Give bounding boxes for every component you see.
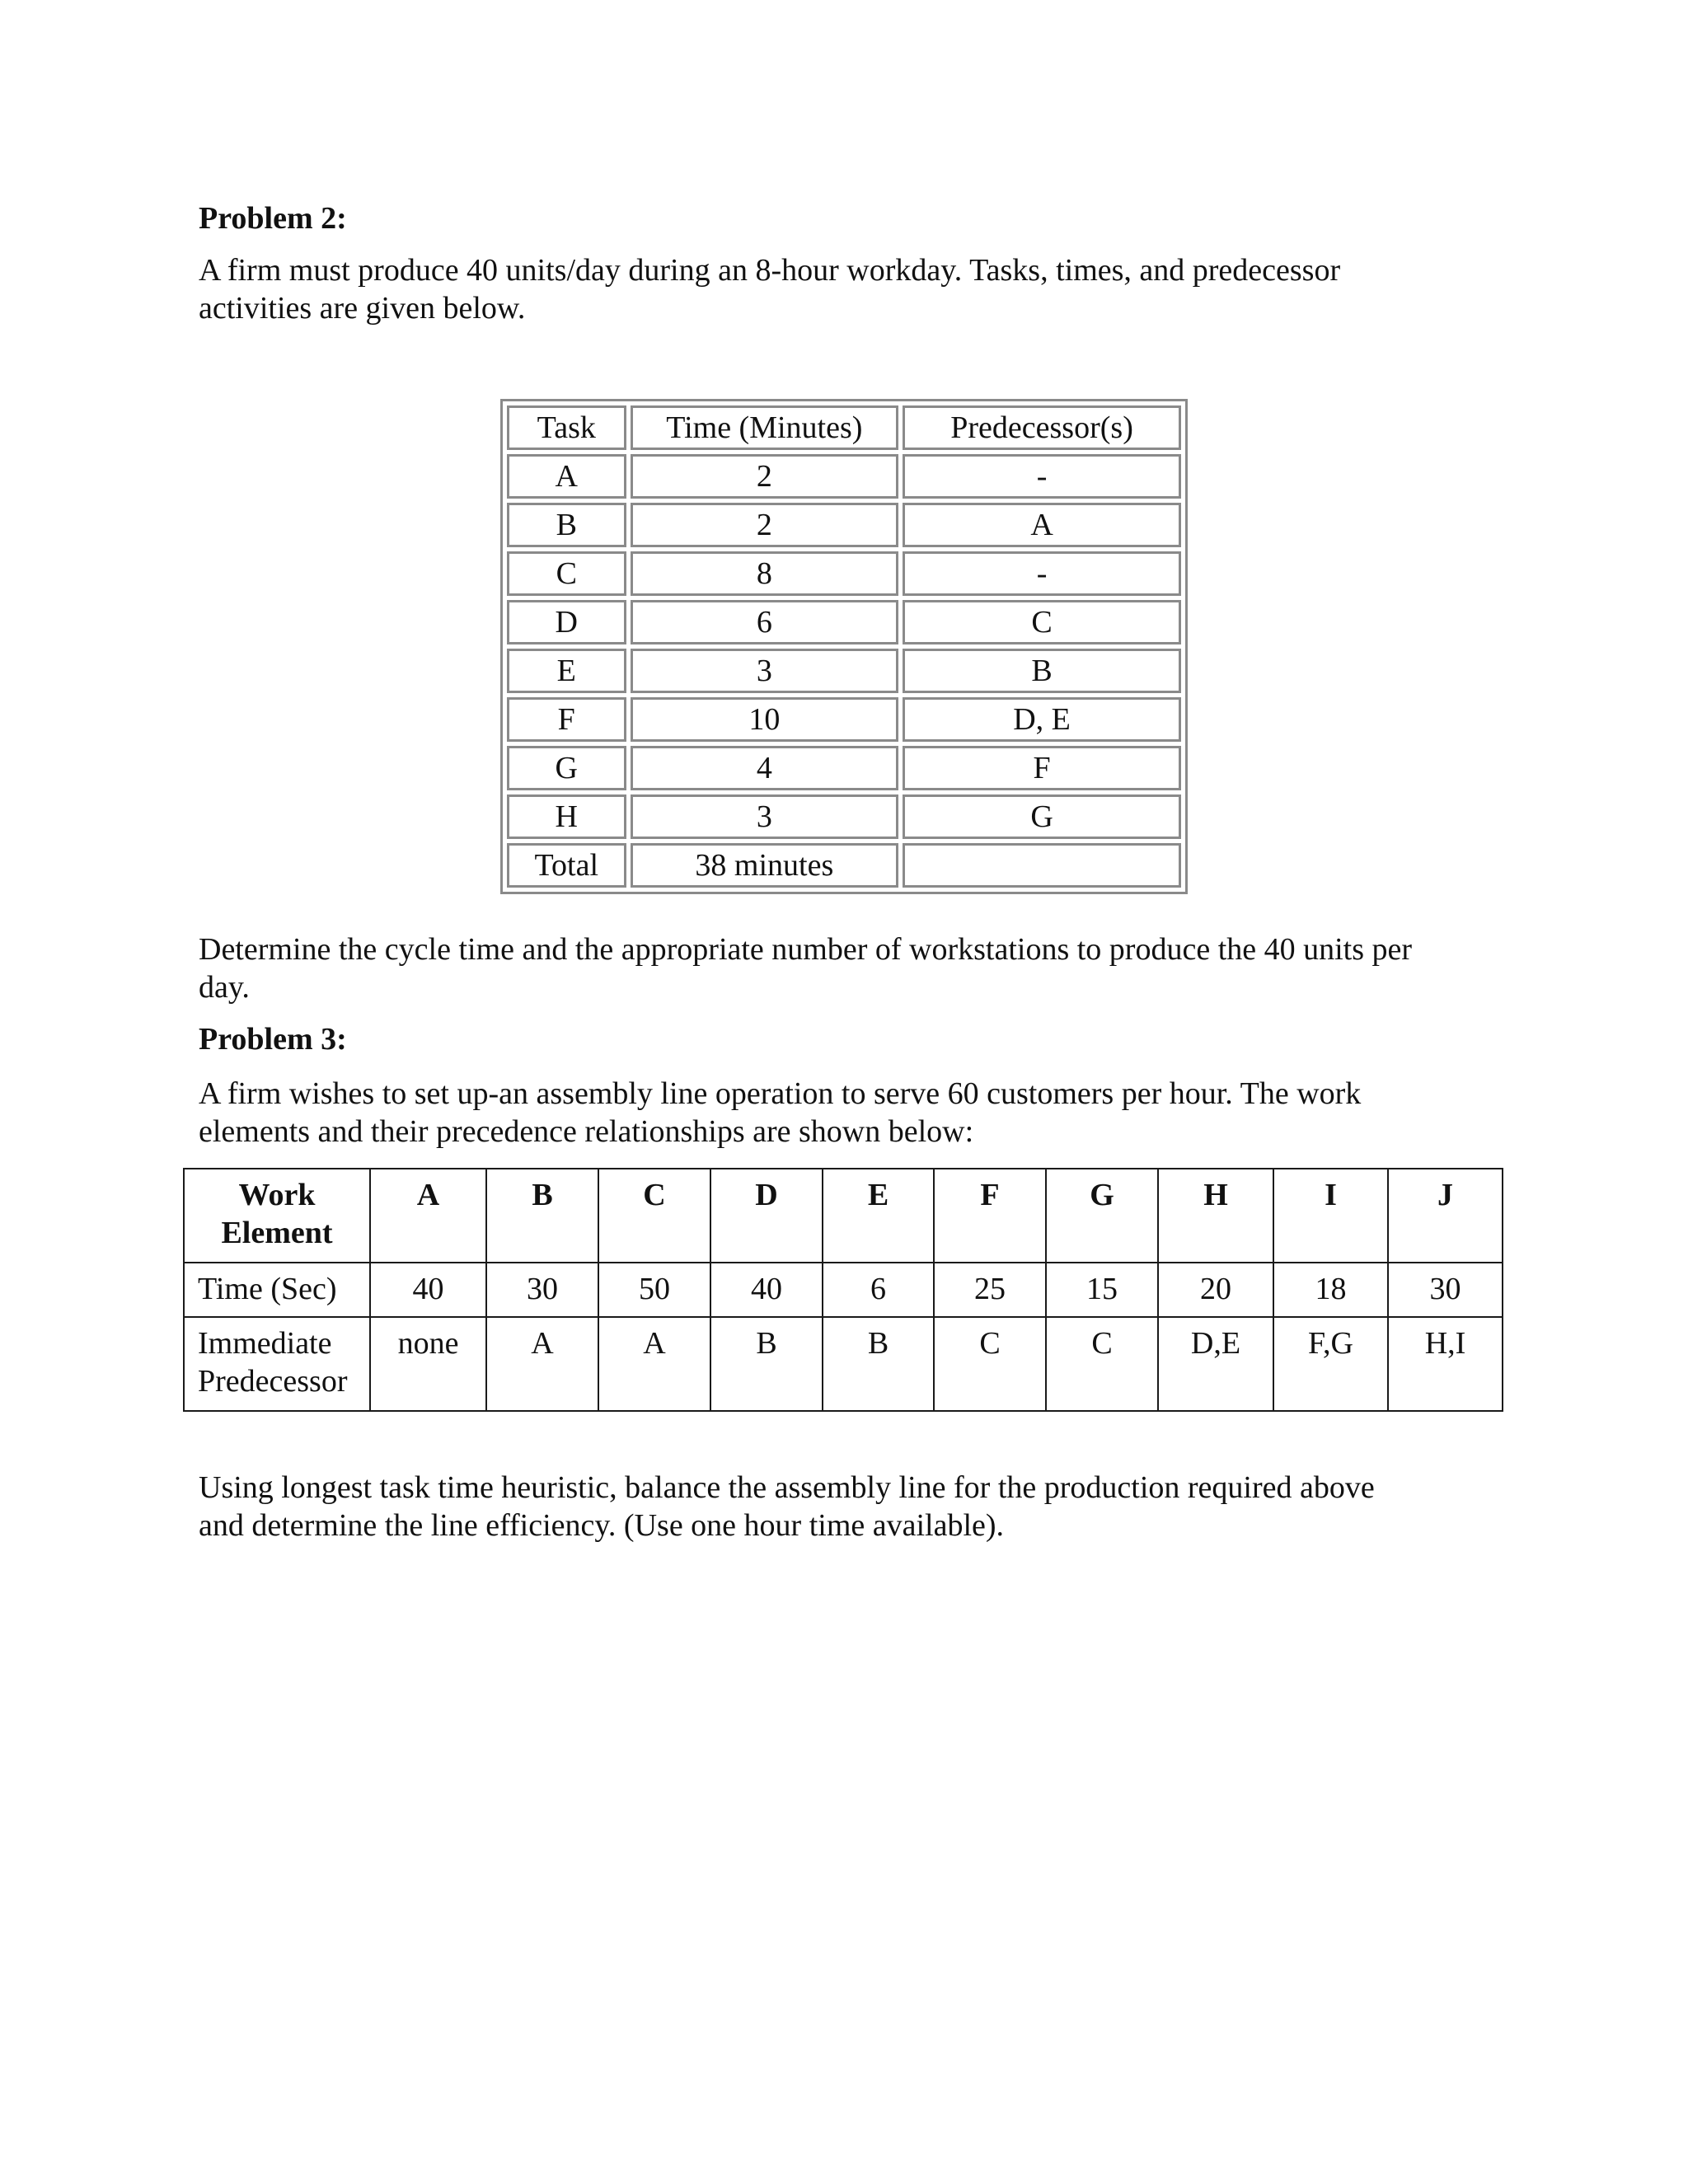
element-header: F (934, 1169, 1046, 1263)
time-value: 50 (598, 1263, 710, 1317)
predecessor-cell: - (903, 454, 1181, 499)
time-cell: 2 (631, 454, 899, 499)
task-cell: A (507, 454, 626, 499)
predecessor-value: A (598, 1317, 710, 1411)
time-value: 25 (934, 1263, 1046, 1317)
task-table-row (507, 454, 1181, 499)
time-cell: 2 (631, 503, 899, 547)
time-value: 40 (710, 1263, 823, 1317)
element-header: G (1046, 1169, 1158, 1263)
element-header: J (1388, 1169, 1503, 1263)
predecessor-cell: D, E (903, 697, 1181, 742)
total-predecessor-cell (903, 843, 1181, 888)
task-table (500, 399, 1188, 894)
predecessor-cell: A (903, 503, 1181, 547)
problem3-intro (199, 1075, 1550, 1151)
problem2-question-line2: day. (199, 970, 250, 1005)
work-element-label-line2: Element (221, 1216, 333, 1250)
problem2-question-line1: Determine the cycle time and the appropriate number of workstations to produce the 40 units per (199, 932, 1413, 967)
predecessor-row (184, 1317, 1503, 1411)
predecessor-value: D,E (1158, 1317, 1273, 1411)
problem3-intro-line1: A firm wishes to set up-an assembly line operation to serve 60 customers per hour. The work (199, 1076, 1362, 1111)
time-value: 18 (1273, 1263, 1388, 1317)
element-header: I (1273, 1169, 1388, 1263)
predecessor-cell: C (903, 600, 1181, 644)
predecessor-value: B (823, 1317, 934, 1411)
time-cell: 4 (631, 746, 899, 790)
problem2-intro-line2: activities are given below. (199, 291, 526, 326)
task-table-header: Time (Minutes) (631, 405, 899, 450)
task-table-header: Predecessor(s) (903, 405, 1181, 450)
predecessor-label (184, 1317, 370, 1411)
predecessor-value: C (1046, 1317, 1158, 1411)
predecessor-cell: - (903, 551, 1181, 596)
problem2-heading: Problem 2: (199, 201, 347, 236)
task-table-row (507, 697, 1181, 742)
element-header: H (1158, 1169, 1273, 1263)
predecessor-label-line2: Predecessor (198, 1364, 348, 1399)
problem2-intro-line1: A firm must produce 40 units/day during an 8-hour workday. Tasks, times, and predecessor (199, 253, 1341, 288)
task-table-row (507, 649, 1181, 693)
time-value: 30 (1388, 1263, 1503, 1317)
task-cell: H (507, 794, 626, 839)
task-cell: B (507, 503, 626, 547)
problem2-question (199, 930, 1550, 1006)
task-cell: E (507, 649, 626, 693)
problem2-intro (199, 251, 1534, 327)
predecessor-value: F,G (1273, 1317, 1388, 1411)
time-cell: 3 (631, 649, 899, 693)
time-value: 40 (370, 1263, 486, 1317)
task-table-header: Task (507, 405, 626, 450)
time-cell: 6 (631, 600, 899, 644)
element-header: E (823, 1169, 934, 1263)
time-value: 6 (823, 1263, 934, 1317)
time-value: 15 (1046, 1263, 1158, 1317)
task-table-row (507, 746, 1181, 790)
work-element-table (183, 1168, 1503, 1412)
time-row (184, 1263, 1503, 1317)
time-label: Time (Sec) (184, 1263, 370, 1317)
task-cell: G (507, 746, 626, 790)
task-table-row (507, 794, 1181, 839)
predecessor-value: A (486, 1317, 598, 1411)
time-cell: 3 (631, 794, 899, 839)
total-time-cell: 38 minutes (631, 843, 899, 888)
problem3-heading: Problem 3: (199, 1022, 347, 1057)
predecessor-value: H,I (1388, 1317, 1503, 1411)
time-cell: 10 (631, 697, 899, 742)
work-element-label (184, 1169, 370, 1263)
problem3-question (199, 1469, 1567, 1544)
work-element-row (184, 1169, 1503, 1263)
task-cell: F (507, 697, 626, 742)
element-header: C (598, 1169, 710, 1263)
predecessor-value: C (934, 1317, 1046, 1411)
problem3-intro-line2: elements and their precedence relationships are shown below: (199, 1114, 974, 1149)
work-element-label-line1: Work (238, 1178, 316, 1212)
predecessor-cell: F (903, 746, 1181, 790)
task-table-total-row (507, 843, 1181, 888)
problem3-question-line1: Using longest task time heuristic, balance the assembly line for the production required above (199, 1470, 1375, 1505)
time-value: 20 (1158, 1263, 1273, 1317)
total-label-cell: Total (507, 843, 626, 888)
problem3-question-line2: and determine the line efficiency. (Use one hour time available). (199, 1508, 1005, 1543)
predecessor-cell: B (903, 649, 1181, 693)
element-header: A (370, 1169, 486, 1263)
task-table-row (507, 503, 1181, 547)
predecessor-label-line1: Immediate (198, 1326, 332, 1361)
task-cell: D (507, 600, 626, 644)
time-value: 30 (486, 1263, 598, 1317)
time-cell: 8 (631, 551, 899, 596)
element-header: D (710, 1169, 823, 1263)
predecessor-value: none (370, 1317, 486, 1411)
predecessor-value: B (710, 1317, 823, 1411)
element-header: B (486, 1169, 598, 1263)
predecessor-cell: G (903, 794, 1181, 839)
task-cell: C (507, 551, 626, 596)
task-table-row (507, 551, 1181, 596)
task-table-row (507, 600, 1181, 644)
task-table-header-row (507, 405, 1181, 450)
